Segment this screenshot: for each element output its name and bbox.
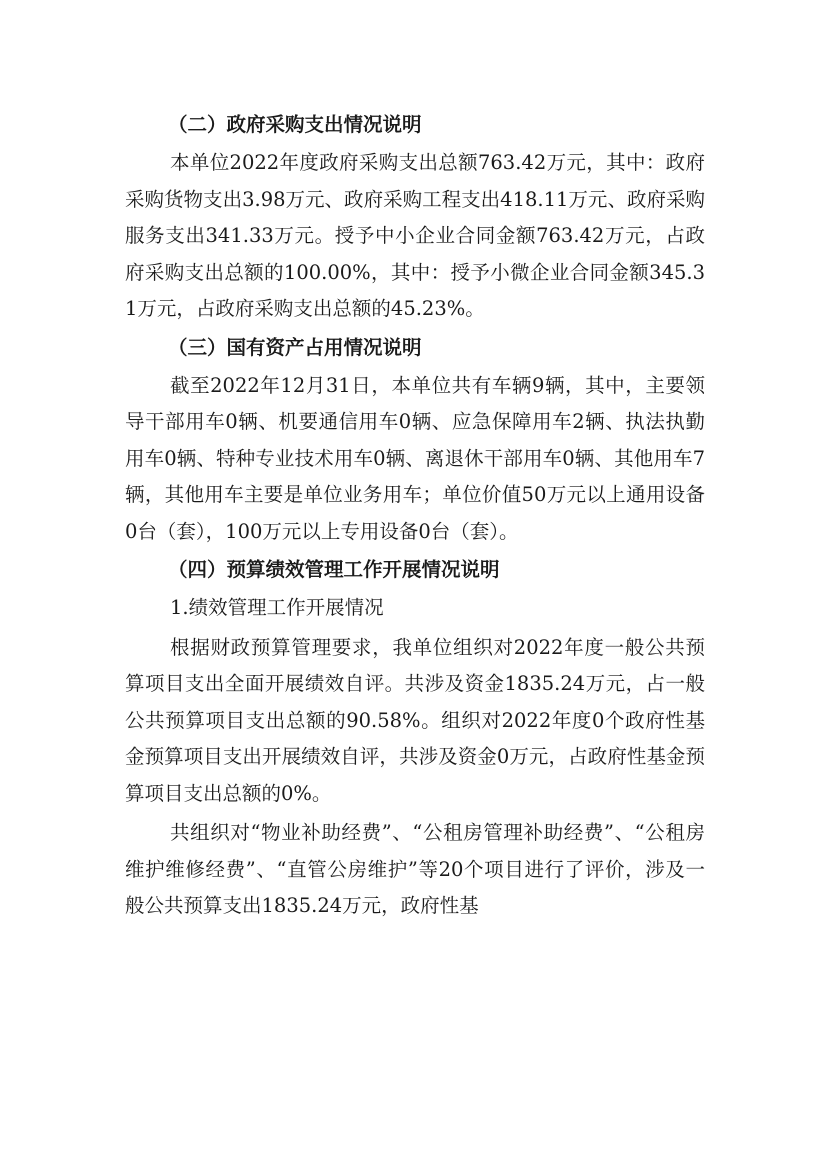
document-body	[125, 108, 705, 928]
paragraph-performance-self-evaluation: 根据财政预算管理要求，我单位组织对2022年度一般公共预算项目支出全面开展绩效自评。共涉及资金1835.24万元，占一般公共预算项目支出总额的90.58%。组织对2022年度0个政府性基金预算项目支出开展绩效自评，共涉及资金0万元，占政府性基金预算项目支出总额的0%。	[125, 635, 705, 805]
section-heading-state-assets: （三）国有资产占用情况说明	[168, 335, 422, 359]
paragraph-government-procurement: 本单位2022年度政府采购支出总额763.42万元，其中：政府采购货物支出3.98万元、政府采购工程支出418.11万元、政府采购服务支出341.33万元。授予中小企业合同金额763.42万元，占政府采购支出总额的100.00%，其中：授予小微企业合同金额345.31万元，占政府采购支出总额的45.23%。	[125, 151, 705, 320]
paragraph-project-evaluation: 共组织对“物业补助经费”、“公租房管理补助经费”、“公租房维护维修经费”、“直管公房维护”等20个项目进行了评价，涉及一般公共预算支出1835.24万元，政府性基	[125, 821, 705, 917]
section-heading-performance-management: （四）预算绩效管理工作开展情况说明	[168, 558, 500, 581]
paragraph-state-assets: 截至2022年12月31日，本单位共有车辆9辆，其中，主要领导干部用车0辆、机要通信用车0辆、应急保障用车2辆、执法执勤用车0辆、特种专业技术用车0辆、离退休干部用车0辆、其他用车7辆，其他用车主要是单位业务用车；单位价值50万元以上通用设备0台（套），100万元以上专用设备0台（套）。	[125, 373, 705, 543]
section-heading-government-procurement: （二）政府采购支出情况说明	[168, 113, 422, 136]
subheading-performance-work: 1.绩效管理工作开展情况	[170, 596, 384, 619]
